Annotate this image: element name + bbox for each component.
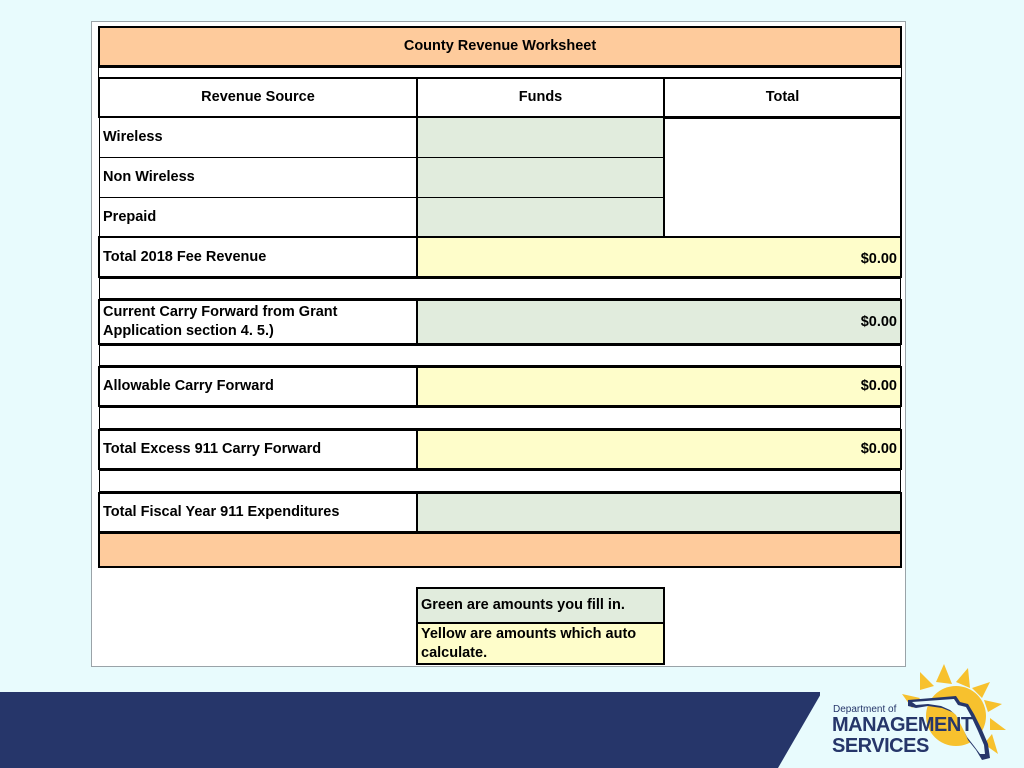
row-label-prepaid: [99, 197, 417, 238]
row-label-current-carry-forward-line2: Application section 4. 5.): [103, 323, 274, 339]
spacer-row: [99, 470, 901, 492]
excess-carry-forward-value: [416, 429, 902, 470]
row-label-allowable-carry-forward-text: Allowable Carry Forward: [103, 378, 274, 394]
logo-line1: Department of: [833, 704, 897, 715]
spacer-row: [99, 278, 901, 299]
logo-line2: MANAGEMENT: [832, 714, 973, 736]
worksheet-footer: [98, 532, 902, 568]
non-wireless-funds-input[interactable]: [417, 157, 664, 198]
row-label-fiscal-expenditures: [98, 492, 418, 533]
row-label-fiscal-expenditures-text: Total Fiscal Year 911 Expenditures: [103, 504, 340, 520]
column-header-total: [663, 77, 902, 118]
legend-yellow: [416, 622, 665, 665]
prepaid-funds-input[interactable]: [417, 197, 664, 238]
logo-line3: SERVICES: [832, 735, 929, 757]
column-header-total-text: Total: [765, 89, 800, 105]
spacer-row: [99, 345, 901, 366]
legend-green: [416, 587, 665, 624]
row-label-allowable-carry-forward: [98, 366, 418, 407]
current-carry-forward-input[interactable]: [416, 299, 902, 345]
logo-services-text: [832, 735, 929, 758]
row-label-wireless: [99, 117, 417, 158]
footer-banner-slant: [778, 692, 822, 768]
column-header-funds: [416, 77, 665, 118]
column-header-funds-text: Funds: [518, 89, 563, 105]
row-label-current-carry-forward-line1: Current Carry Forward from Grant: [103, 304, 338, 320]
allowable-carry-forward-value-text: $0.00: [860, 378, 897, 394]
row-label-current-carry-forward: [98, 299, 418, 345]
total-fee-revenue-value-text: $0.00: [860, 251, 897, 267]
row-label-excess-carry-forward-text: Total Excess 911 Carry Forward: [103, 441, 322, 457]
row-label-wireless-text: Wireless: [103, 129, 163, 145]
total-fee-revenue-value: [416, 236, 902, 278]
legend-yellow-line2: calculate.: [421, 644, 488, 661]
current-carry-forward-value-text: $0.00: [860, 313, 897, 330]
fiscal-expenditures-input[interactable]: [416, 492, 902, 533]
row-label-non-wireless: [99, 157, 417, 198]
spacer-row: [99, 407, 901, 429]
row-label-prepaid-text: Prepaid: [103, 209, 157, 225]
row-label-excess-carry-forward: [98, 429, 418, 470]
allowable-carry-forward-value: [416, 366, 902, 407]
wireless-funds-input[interactable]: [417, 117, 664, 158]
row-label-non-wireless-text: Non Wireless: [103, 169, 195, 185]
row-label-total-fee-revenue: [98, 236, 418, 278]
legend-yellow-line1: Yellow are amounts which auto: [421, 625, 637, 642]
column-header-revenue-source: [98, 77, 418, 118]
logo-management-text: [832, 714, 973, 737]
worksheet-title: [98, 26, 902, 67]
excess-carry-forward-value-text: $0.00: [860, 441, 897, 457]
column-header-revenue-source-text: Revenue Source: [201, 89, 315, 105]
total-column-blank: [663, 117, 902, 238]
legend-green-text: Green are amounts you fill in.: [421, 597, 625, 613]
row-label-total-fee-revenue-text: Total 2018 Fee Revenue: [103, 248, 267, 265]
worksheet-title-text: County Revenue Worksheet: [403, 38, 597, 54]
